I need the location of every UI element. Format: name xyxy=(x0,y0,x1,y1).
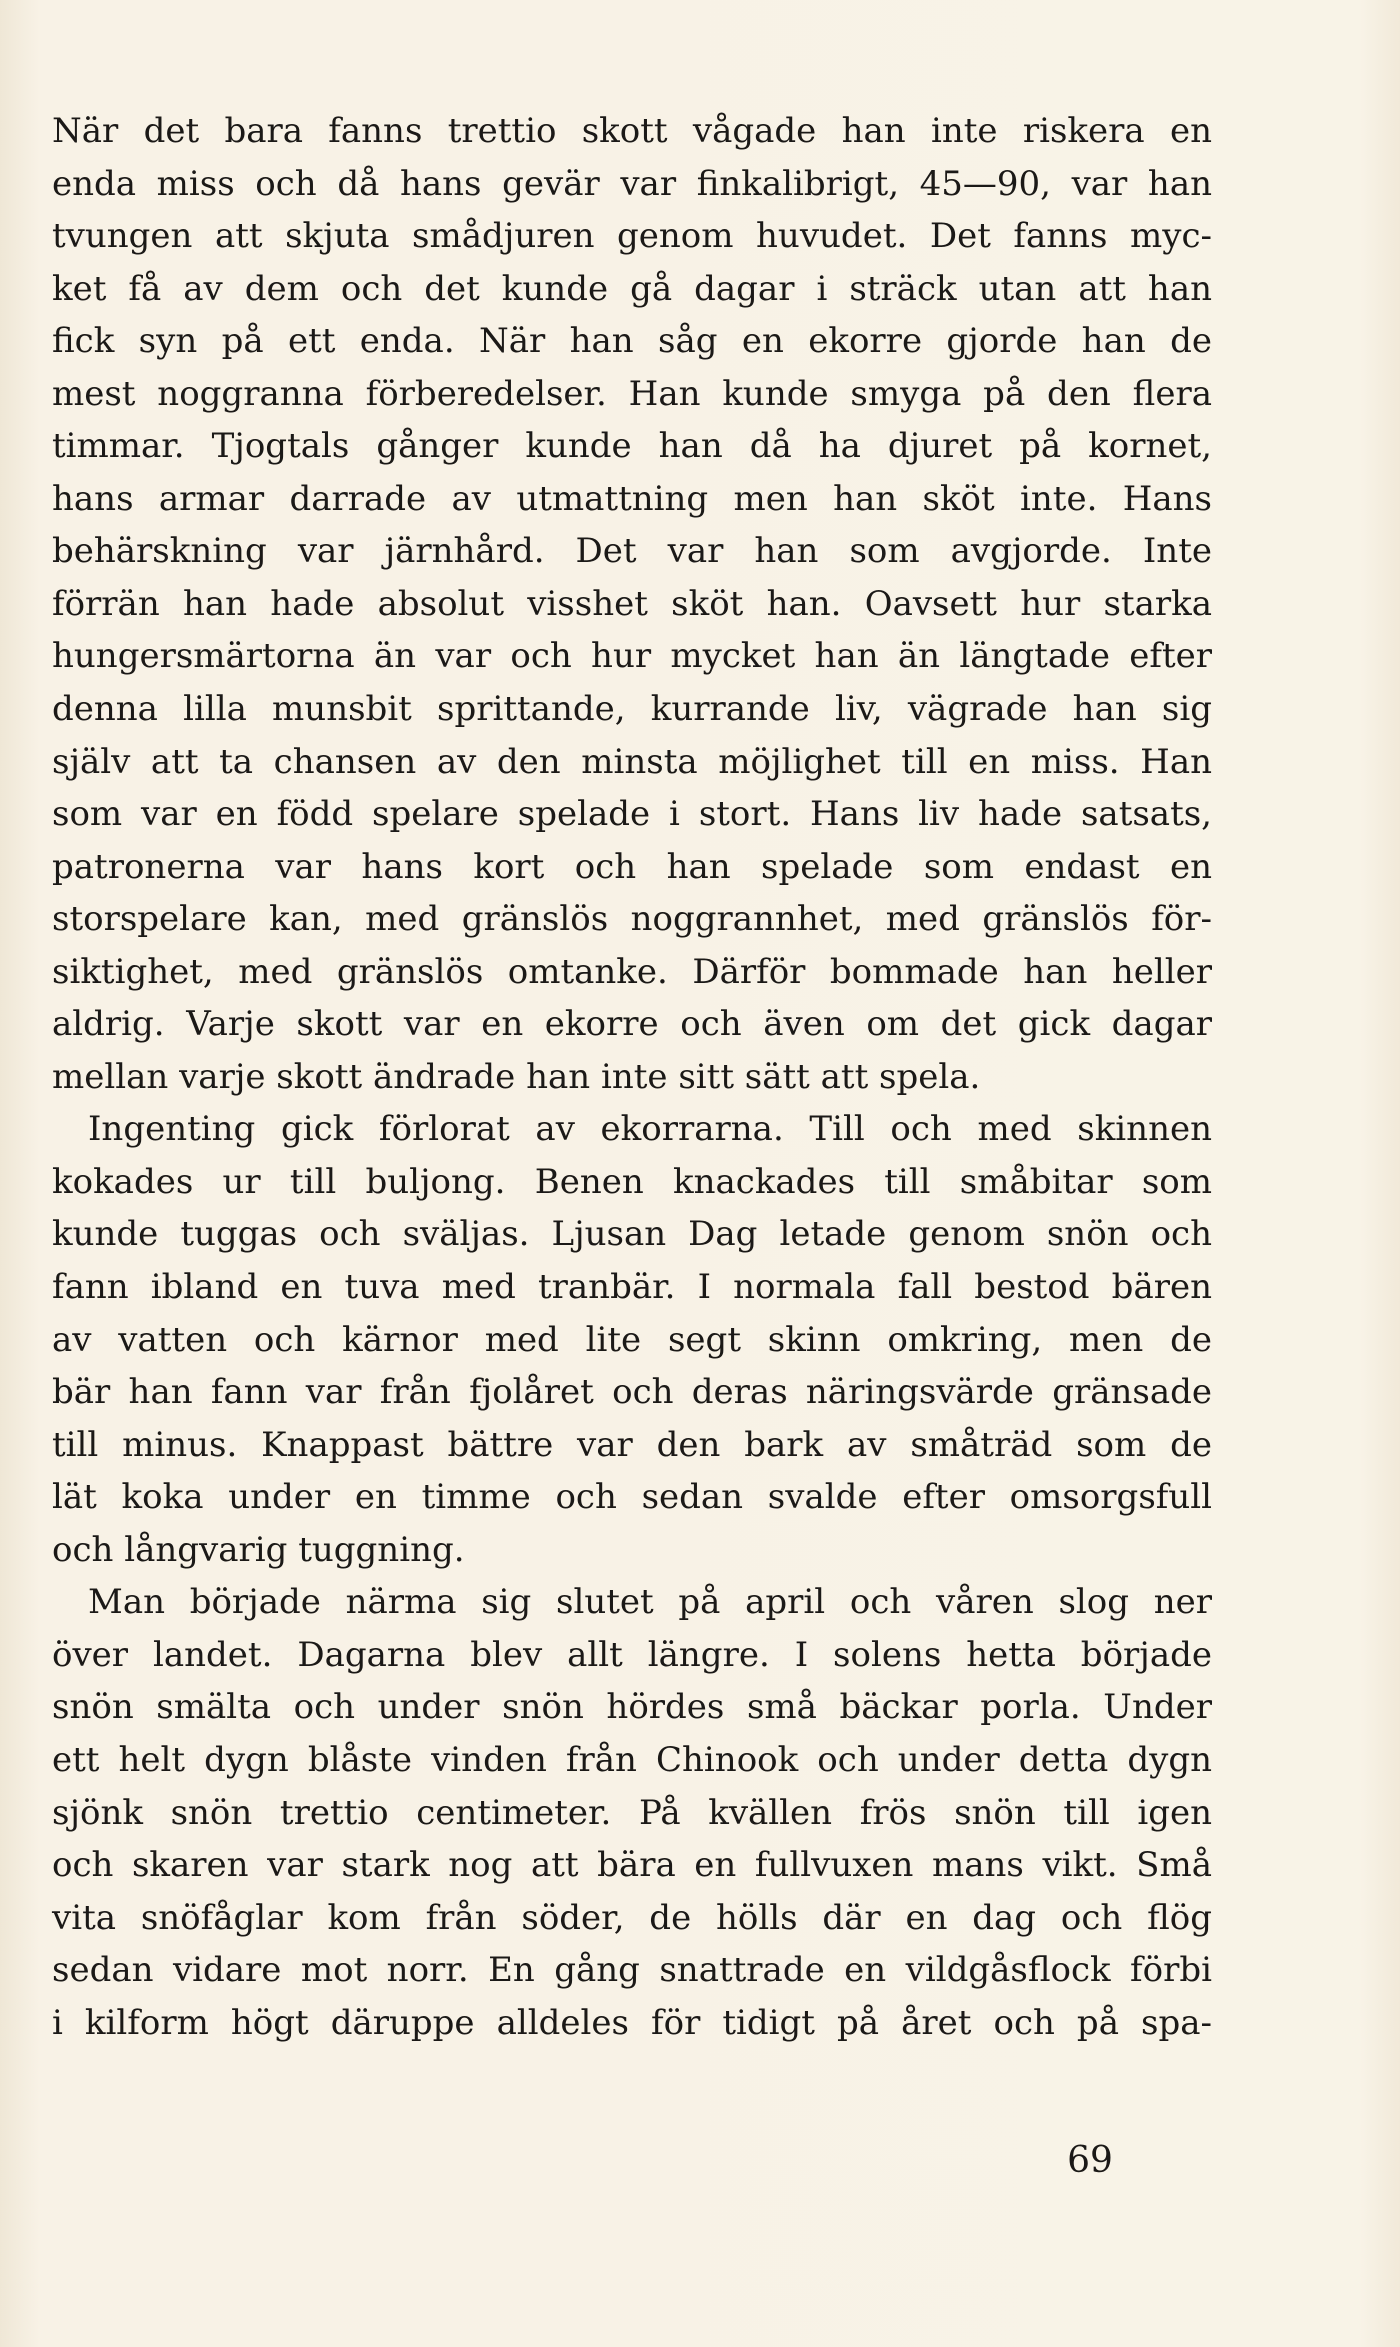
text-line: timmar. Tjogtals gånger kunde han då ha djuret på kornet, xyxy=(52,426,1212,467)
text-line: Man började närma sig slutet på april och våren slog ner xyxy=(88,1582,1212,1623)
text-line: fick syn på ett enda. När han såg en ekorre gjorde han de xyxy=(52,321,1212,362)
text-line: kokades ur till buljong. Benen knackades till småbitar som xyxy=(52,1161,1212,1202)
text-line: förrän han hade absolut visshet sköt han. Oavsett hur starka xyxy=(52,583,1212,624)
text-line: själv att ta chansen av den minsta möjlighet till en miss. Han xyxy=(52,741,1212,782)
text-line: behärskning var järnhård. Det var han som avgjorde. Inte xyxy=(52,531,1212,572)
text-line: i kilform högt däruppe alldeles för tidigt på året och på spa- xyxy=(52,2002,1212,2043)
text-line: ett helt dygn blåste vinden från Chinook och under detta dygn xyxy=(52,1739,1212,1780)
page-number: 69 xyxy=(1067,2140,1113,2181)
text-line: kunde tuggas och sväljas. Ljusan Dag letade genom snön och xyxy=(52,1214,1212,1255)
text-line: mellan varje skott ändrade han inte sitt sätt att spela. xyxy=(52,1056,981,1097)
text-line: ket få av dem och det kunde gå dagar i sträck utan att han xyxy=(52,268,1212,309)
text-line: enda miss och då hans gevär var finkalibrigt, 45—90, var han xyxy=(52,163,1212,204)
text-line: fann ibland en tuva med tranbär. I normala fall bestod bären xyxy=(52,1267,1212,1308)
text-line: och långvarig tuggning. xyxy=(52,1529,465,1570)
text-line: siktighet, med gränslös omtanke. Därför bommade han heller xyxy=(52,951,1212,992)
text-line: sjönk snön trettio centimeter. På kvällen frös snön till igen xyxy=(52,1792,1212,1833)
text-line: Ingenting gick förlorat av ekorrarna. Till och med skinnen xyxy=(88,1109,1212,1150)
text-line: När det bara fanns trettio skott vågade han inte riskera en xyxy=(52,111,1212,151)
text-line: storspelare kan, med gränslös noggrannhet, med gränslös för- xyxy=(52,899,1212,940)
text-line: patronerna var hans kort och han spelade som endast en xyxy=(52,846,1212,887)
text-line: lät koka under en timme och sedan svalde efter omsorgsfull xyxy=(52,1477,1212,1518)
text-line: hungersmärtorna än var och hur mycket han än längtade efter xyxy=(52,636,1212,677)
text-line: som var en född spelare spelade i stort. Hans liv hade satsats, xyxy=(52,794,1212,835)
text-line: tvungen att skjuta smådjuren genom huvudet. Det fanns myc- xyxy=(52,216,1212,257)
text-line: aldrig. Varje skott var en ekorre och även om det gick dagar xyxy=(52,1004,1212,1045)
text-line: till minus. Knappast bättre var den bark av småträd som de xyxy=(52,1424,1212,1465)
text-line: vita snöfåglar kom från söder, de hölls där en dag och flög xyxy=(52,1897,1212,1938)
text-line: över landet. Dagarna blev allt längre. I solens hetta började xyxy=(52,1634,1212,1675)
body-text xyxy=(52,105,1212,2049)
text-line: hans armar darrade av utmattning men han sköt inte. Hans xyxy=(52,478,1212,519)
text-line: bär han fann var från fjolåret och deras näringsvärde gränsade xyxy=(52,1372,1212,1413)
text-line: och skaren var stark nog att bära en fullvuxen mans vikt. Små xyxy=(52,1845,1212,1886)
text-line: denna lilla munsbit sprittande, kurrande liv, vägrade han sig xyxy=(52,689,1212,730)
text-line: mest noggranna förberedelser. Han kunde smyga på den flera xyxy=(52,373,1212,414)
text-line: av vatten och kärnor med lite segt skinn omkring, men de xyxy=(52,1319,1212,1360)
text-line: snön smälta och under snön hördes små bäckar porla. Under xyxy=(52,1687,1212,1728)
text-line: sedan vidare mot norr. En gång snattrade en vildgåsflock förbi xyxy=(52,1950,1212,1991)
